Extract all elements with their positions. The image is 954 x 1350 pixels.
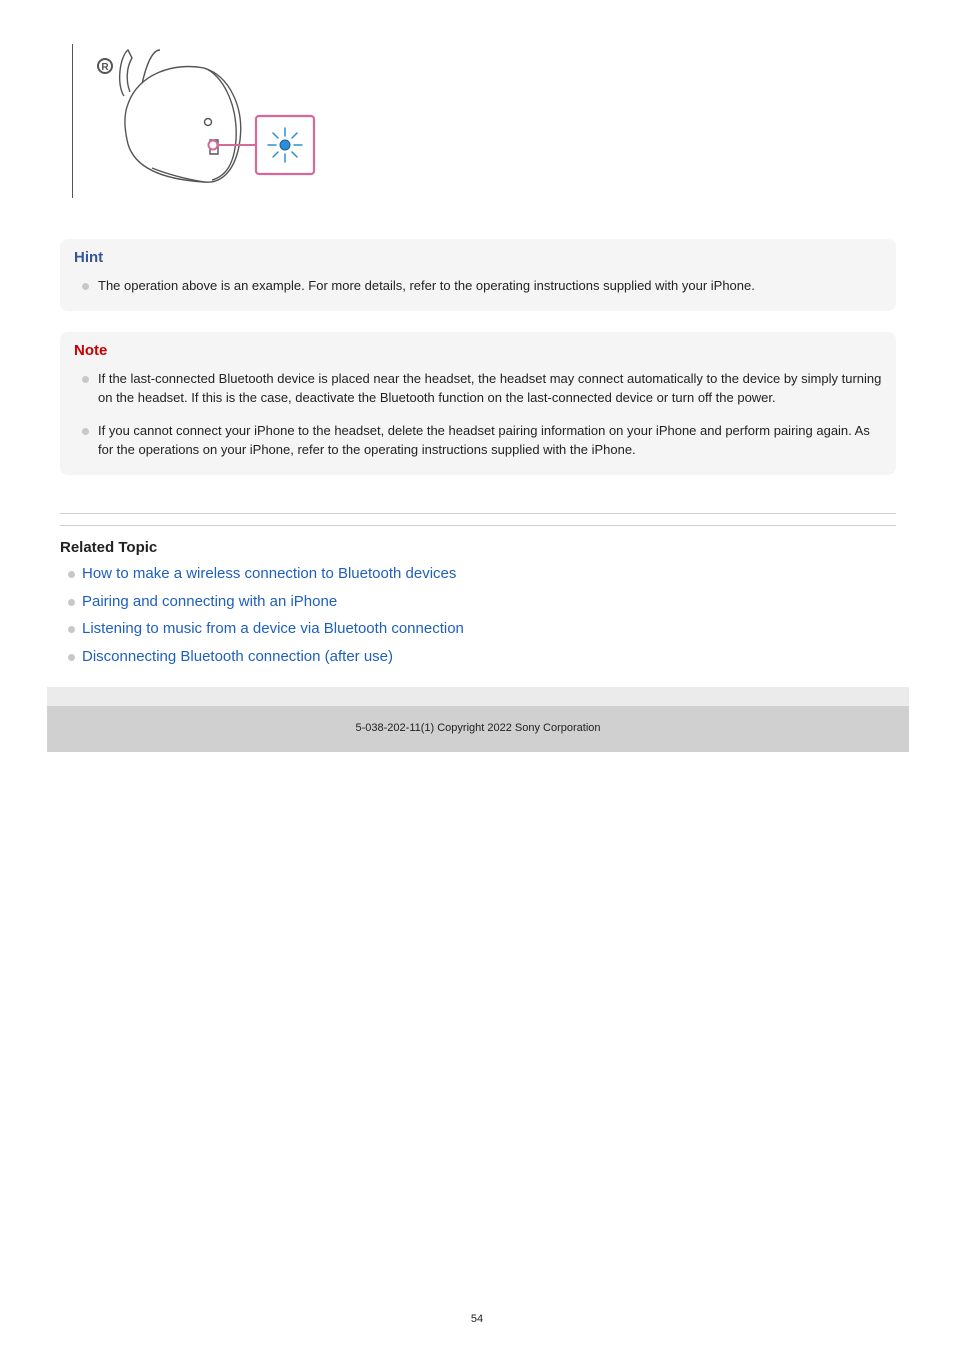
related-topic-item <box>60 562 464 590</box>
related-link-disconnecting[interactable]: Disconnecting Bluetooth connection (after use) <box>82 647 394 665</box>
related-topic-item <box>60 617 464 645</box>
copyright-text: 5-038-202-11(1) Copyright 2022 Sony Corporation <box>355 722 601 734</box>
hint-item-text: The operation above is an example. For more details, refer to the operating instructions supplied with your iPhone. <box>98 278 755 293</box>
note-title: Note <box>74 342 108 359</box>
headset-right-unit-icon <box>120 50 241 182</box>
indicator-highlight <box>209 141 218 150</box>
related-topic-item <box>60 645 464 673</box>
hint-box <box>60 239 896 311</box>
section-divider <box>60 525 896 526</box>
right-mark-letter: R <box>101 62 109 73</box>
note-item <box>74 421 882 459</box>
note-item-text: If you cannot connect your iPhone to the headset, delete the headset pairing information on your iPhone and perform pairing again. As for the operations on your iPhone, refer to the operating instructions supplied with the iPhone. <box>98 423 870 457</box>
bullet-icon <box>68 626 75 633</box>
hint-title: Hint <box>74 249 104 266</box>
indicator-light-flashing-icon <box>268 128 302 162</box>
bullet-icon <box>68 654 75 661</box>
bullet-icon <box>68 571 75 578</box>
related-topic-item <box>60 590 464 618</box>
hint-list <box>74 276 882 295</box>
related-topic-list <box>60 562 464 672</box>
related-link-listening-music[interactable]: Listening to music from a device via Bluetooth connection <box>82 620 464 637</box>
page-number: 54 <box>470 1313 484 1325</box>
bullet-icon <box>68 599 75 606</box>
related-link-pairing-iphone[interactable]: Pairing and connecting with an iPhone <box>82 592 338 610</box>
bullet-icon <box>82 283 89 290</box>
hint-item <box>74 276 882 295</box>
bullet-icon <box>82 428 89 435</box>
footer <box>47 706 909 752</box>
note-item <box>74 369 882 407</box>
related-link-wireless-connection[interactable]: How to make a wireless connection to Bluetooth devices <box>82 565 457 582</box>
note-item-text: If the last-connected Bluetooth device is placed near the headset, the headset may connect automatically to the device by simply turning on the headset. If this is the case, deactivate the Bluetooth function on the last-connected device or turn off the power. <box>98 371 882 405</box>
right-mark-icon <box>98 59 112 73</box>
footer-top-band <box>47 687 909 706</box>
section-divider <box>60 513 896 514</box>
headset-drawing <box>72 44 332 200</box>
bullet-icon <box>82 376 89 383</box>
note-box <box>60 332 896 475</box>
note-list <box>74 369 882 459</box>
headset-illustration <box>72 44 332 200</box>
related-topic-heading: Related Topic <box>60 539 158 556</box>
